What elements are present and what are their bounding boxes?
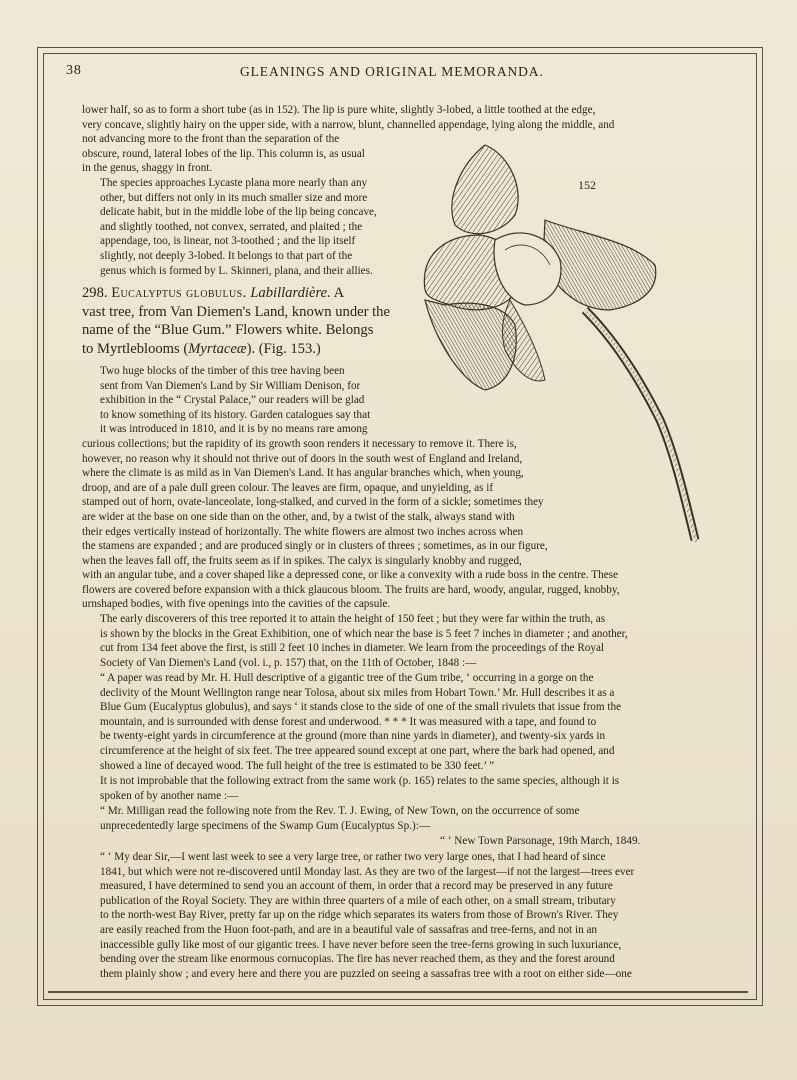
text-line: measured, I have determined to send you an account of them, in order that a record may be preserved in any future [100, 880, 613, 893]
page-header [66, 63, 710, 85]
entry-number: 298. [82, 285, 108, 301]
text-line: unprecedentedly large specimens of the Swamp Gum (Eucalyptus Sp.):— [100, 819, 431, 832]
entry-authority: Labillardière. [250, 285, 331, 301]
text-line: are wider at the base on one side than on the other, and, by a twist of the stalk, always stand with [82, 510, 515, 523]
entry-heading: 298. Eucalyptus globulus. Labillardière. A vast tree, from Van Diemen's Land, known under the name of the “Blue Gum.” Flowers white. Belongs to Myrtleblooms (Myrtaceæ). (Fig. 153.) [82, 284, 402, 358]
bottom-rule [48, 991, 748, 993]
running-head: GLEANINGS AND ORIGINAL MEMORANDA. [240, 64, 544, 79]
text-line: curious collections; but the rapidity of its growth soon renders it necessary to remove it. There is, [82, 438, 517, 450]
text-line: The species approaches Lycaste plana more nearly than any [100, 177, 368, 189]
text-line: droop, and are of a pale dull green colour. The leaves are firm, opaque, and unyielding, as if [82, 481, 494, 494]
text-line: urnshaped bodies, with five openings into the cavities of the capsule. [82, 598, 391, 611]
text-line: very concave, slightly hairy on the upper side, with a narrow, blunt, channelled appendage, lying along the middle, and [82, 118, 615, 131]
text-line: however, no reason why it should not thrive out of doors in the south west of England and Ireland, [82, 452, 523, 465]
text-line: the stamens are expanded ; and are produced singly or in clusters of threes ; sometimes, as in our figure, [82, 540, 548, 553]
text-line: to know something of its history. Garden catalogues say that [100, 408, 371, 421]
text-line: publication of the Royal Society. They are within three quarters of a mile of each other, on a small stream, tributary [100, 894, 616, 907]
paragraph-letter [82, 850, 707, 981]
text-line: delicate habit, but in the middle lobe of the lip being concave, [100, 206, 377, 219]
page-number: 38 [66, 63, 82, 78]
text-line: Blue Gum (Eucalyptus globulus), and says ‘ it stands close to the side of one of the small rivulets that issue from the [100, 701, 622, 714]
orchid-flower-illustration [415, 140, 715, 550]
paragraph-hull-paper [82, 671, 707, 773]
text-line: slightly, not deeply 3-lobed. It belongs to that part of the [100, 249, 353, 262]
text-line: it was introduced in 1810, and it is by no means rare among [100, 423, 368, 436]
text-line: obscure, round, lateral lobes of the lip. This column is, as usual [82, 147, 365, 160]
text-line: is shown by the blocks in the Great Exhibition, one of which near the base is 5 feet 7 inches in diameter ; and another, [100, 627, 628, 640]
text-line: lower half, so as to form a short tube (as in 152). The lip is pure white, slightly 3-lobed, a little toothed at the edge, [82, 104, 596, 116]
family-name: Myrtaceæ [188, 340, 247, 357]
text-line: inaccessible gully like most of our gigantic trees. I have never before seen the tree-ferns growing in such luxuriance, [100, 938, 622, 951]
text-line: 1841, but which were not re-discovered until Monday last. As they are two of the largest—if not the largest—trees ever [100, 865, 635, 878]
text-line: in the genus, shaggy in front. [82, 162, 213, 175]
text-line: “ A paper was read by Mr. H. Hull descriptive of a gigantic tree of the Gum tribe, ‘ occurring in a gorge on the [100, 672, 594, 684]
text-line: genus which is formed by L. Skinneri, plana, and their allies. [100, 264, 373, 277]
text-line: be twenty-eight yards in circumference at the ground (more than nine yards in diameter), and twenty-six yards in [100, 730, 606, 743]
text-line: when the leaves fall off, the fruits seem as if in spikes. The calyx is singularly knobby and rugged, [82, 554, 522, 567]
text-line: mountain, and is surrounded with dense forest and underwood. * * * It was measured with a tape, and found to [100, 715, 597, 728]
text-line: Society of Van Diemen's Land (vol. i., p. 157) that, on the 11th of October, 1848 :— [100, 656, 477, 669]
text-line: flowers are covered before expansion with a thick glaucous bloom. The fruits are hard, woody, angular, rugged, knobby, [82, 583, 620, 596]
text-line: to the north-west Bay River, pretty far up on the ridge which separates its waters from those of Brown's River. They [100, 909, 619, 922]
text-line: them plainly show ; and every here and there you are puzzled on seeing a sassafras tree with a root on either side—one [100, 967, 632, 980]
text-line: bending over the stream like enormous cornucopias. The fire has never reached them, as they and the forest around [100, 953, 615, 966]
text-line: declivity of the Mount Wellington range near Tolosa, about six miles from Hobart Town.’ Mr. Hull describes it as a [100, 686, 615, 699]
text-line: sent from Van Diemen's Land by Sir William Denison, for [100, 379, 361, 392]
text-line: not advancing more to the front than the separation of the [82, 133, 340, 145]
heading-line: vast tree, from Van Diemen's Land, known under the [82, 303, 390, 320]
text-line: showed a line of decayed wood. The full height of the tree is estimated to be 330 feet.’ ” [100, 759, 495, 772]
entry-species-name: Eucalyptus globulus. [111, 285, 247, 301]
paragraph-timber-blocks-end [82, 568, 707, 612]
text-line: spoken of by another name :— [100, 789, 239, 802]
text-line: cut from 134 feet above the first, is still 2 feet 10 inches in diameter. We learn from the proceedings of the Royal [100, 642, 605, 655]
text-line: are easily reached from the Huon foot-path, and are in a beautiful vale of sassafras and tree-ferns, and not in an [100, 923, 598, 936]
text-line: where the climate is as mild as in Van Diemen's Land. It has angular branches which, when young, [82, 467, 524, 480]
text-line: exhibition in the “ Crystal Palace,” our readers will be glad [100, 394, 365, 407]
text-line: stamped out of horn, ovate-lanceolate, long-stalked, and curved in the form of a sickle; sometimes they [82, 496, 544, 509]
text-line: appendage, too, is linear, not 3-toothed ; and the lip itself [100, 235, 356, 248]
paragraph-timber-blocks [82, 364, 402, 437]
figure-label: 152 [578, 178, 596, 192]
heading-line: name of the “Blue Gum.” Flowers white. Belongs [82, 322, 374, 339]
text-line: It is not improbable that the following extract from the same work (p. 165) relates to the same species, although it is [100, 775, 620, 787]
paragraph-milligan [82, 804, 707, 833]
paragraph-lip-description-cont [82, 132, 407, 176]
letter-dateline: “ ‘ New Town Parsonage, 19th March, 1849. [440, 835, 641, 847]
text-line: circumference at the height of six feet. The tree appeared sound except at one part, where the bark had opened, and [100, 744, 615, 757]
text-line: The early discoverers of this tree reported it to attain the height of 150 feet ; but they were far within the truth, as [100, 613, 606, 625]
text-line: “ ‘ My dear Sir,—I went last week to see a very large tree, or rather two very large ones, that I had heard of since [100, 851, 606, 863]
text-line: other, but differs not only in its much smaller size and more [100, 191, 368, 204]
text-line: “ Mr. Milligan read the following note from the Rev. T. J. Ewing, of New Town, on the occurrence of some [100, 805, 580, 817]
text-line: with an angular tube, and a cover shaped like a depressed cone, or like a convexity with a rude boss in the centre. These [82, 569, 618, 581]
paragraph-early-discoverers [82, 612, 707, 670]
paragraph-same-species [82, 774, 707, 803]
paragraph-lip-description [82, 103, 707, 132]
text-line: their edges vertically instead of horizontally. The white flowers are almost two inches across when [82, 525, 524, 538]
text-line: Two huge blocks of the timber of this tree having been [100, 365, 345, 377]
text-line: and slightly toothed, not convex, serrated, and plaited ; the [100, 220, 363, 233]
paragraph-species-comparison [82, 176, 402, 278]
